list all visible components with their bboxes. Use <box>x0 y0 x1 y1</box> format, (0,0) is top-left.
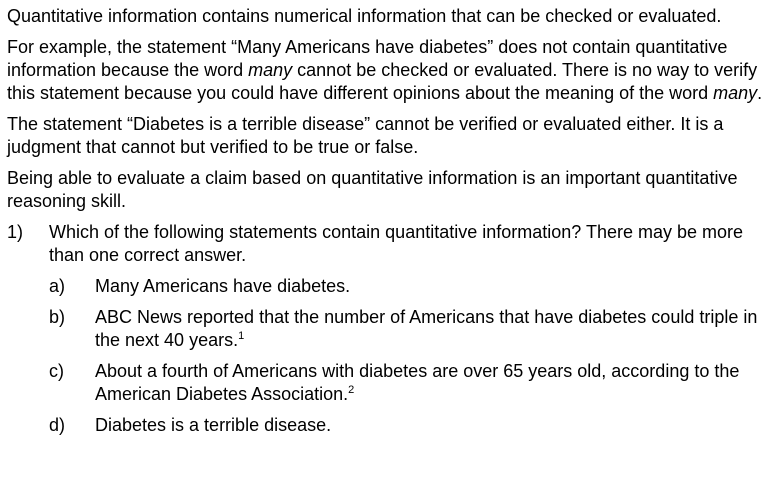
question-number: 1) <box>7 222 24 242</box>
option-text <box>95 275 778 298</box>
paragraph-2-text-3: . <box>757 83 763 103</box>
footnote-marker-1: 1 <box>238 330 245 342</box>
option-b <box>7 306 778 352</box>
option-text <box>95 414 778 437</box>
option-c <box>7 360 778 406</box>
paragraph-2-text-2: cannot be checked or evaluated. There is no way to verify this statement because you could have different opinions about the meaning of the word <box>7 60 758 103</box>
intro-paragraph-2 <box>7 36 778 105</box>
emphasis-many-1: many <box>248 60 293 80</box>
paragraph-2-text-1: For example, the statement “Many Americans have diabetes” does not contain quantitative information because the word <box>7 37 728 80</box>
option-a-text: Many Americans have diabetes. <box>95 276 351 296</box>
question-1 <box>7 221 778 267</box>
intro-paragraph-4: Being able to evaluate a claim based on quantitative information is an important quantitative reasoning skill. <box>7 168 738 211</box>
option-letter: a) <box>49 276 66 296</box>
answer-options <box>7 275 778 437</box>
option-a <box>7 275 778 298</box>
option-c-text: About a fourth of Americans with diabetes are over 65 years old, according to the American Diabetes Association. <box>95 361 740 404</box>
emphasis-many-2: many <box>713 83 758 103</box>
intro-paragraph-1: Quantitative information contains numerical information that can be checked or evaluated. <box>7 6 722 26</box>
footnote-marker-2: 2 <box>348 384 355 396</box>
option-letter: c) <box>49 361 64 381</box>
option-d <box>7 414 778 437</box>
option-text <box>95 360 778 406</box>
question-text: Which of the following statements contain quantitative information? There may be more than one correct answer. <box>49 222 744 265</box>
option-d-text: Diabetes is a terrible disease. <box>95 415 332 435</box>
option-letter: b) <box>49 307 66 327</box>
option-letter: d) <box>49 415 66 435</box>
option-b-text: ABC News reported that the number of Americans that have diabetes could triple in the next 40 years. <box>95 307 758 350</box>
option-text <box>95 306 778 352</box>
intro-paragraph-3: The statement “Diabetes is a terrible disease” cannot be verified or evaluated either. It is a judgment that cannot but verified to be true or false. <box>7 114 724 157</box>
